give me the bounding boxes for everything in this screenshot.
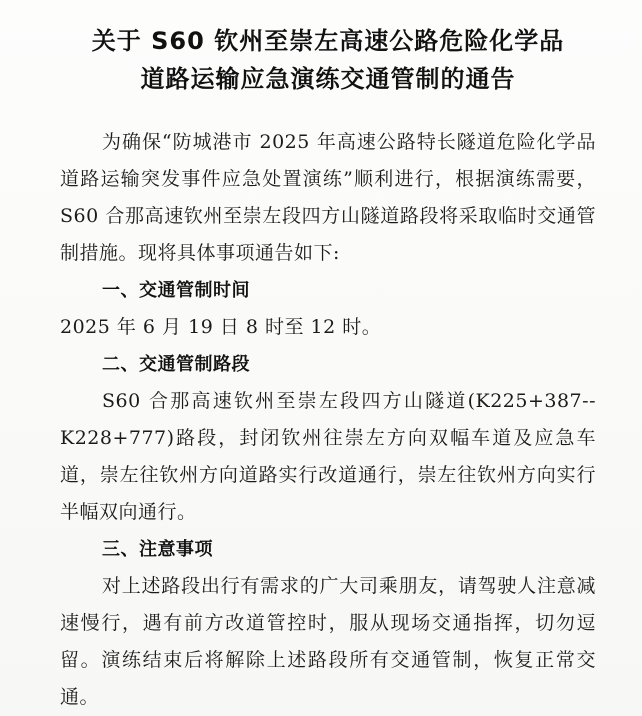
section-2-text: S60 合那高速钦州至崇左段四方山隧道(K225+387--K228+777)路段，封闭钦州往崇左方向双幅车道及应急车道，崇左往钦州方向道路实行改道通行，崇左往钦州方向实行半幅双向通行。 [60,390,596,523]
intro-paragraph: 为确保“防城港市 2025 年高速公路特长隧道危险化学品道路运输突发事件应急处置演练”顺利进行，根据演练需要，S60 合那高速钦州至崇左段四方山隧道路段将采取临时交通管制措施。现将具体事项通告如下: [60,131,596,264]
section-3-heading: 三、注意事项 [102,539,213,560]
section-2-heading: 二、交通管制路段 [102,354,250,375]
section-1-text: 2025 年 6 月 19 日 8 时至 12 时。 [60,316,382,338]
section-1-heading: 一、交通管制时间 [102,280,250,301]
title-line-2: 道路运输应急演练交通管制的通告 [140,65,516,93]
notice-title [60,22,596,98]
notice-body [60,124,596,716]
title-line-1: 关于 S60 钦州至崇左高速公路危险化学品 [91,27,565,55]
section-3-text: 对上述路段出行有需求的广大司乘朋友，请驾驶人注意减速慢行，遇有前方改道管控时，服从现场交通指挥，切勿逗留。演练结束后将解除上述路段所有交通管制，恢复正常交通。 [60,575,596,708]
